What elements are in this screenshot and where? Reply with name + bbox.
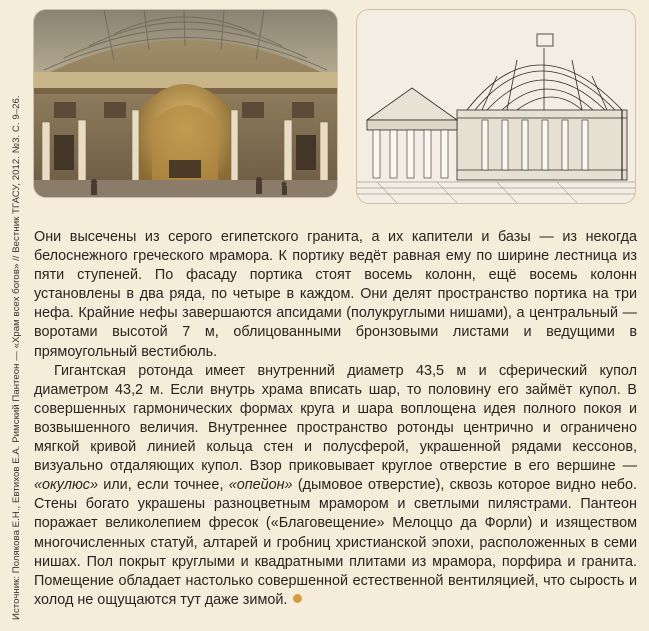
paragraph-1: Они высечены из серого египетского гранита, а их капители и базы — из некогда белоснежного греческого мрамора. К портику ведёт равная ему по ширине лестница из пяти ступеней. По фасаду портика стоят восемь колонн, ещё восемь колонн установлены в два ряда, по четыре в каждом. Они делят пространство портика на три нефа. Крайние нефы завершаются апсидами (полукруглыми нишами), а центральный — воротами высотой 7 м, облицованными бронзовыми листами и ведущими в прямоугольный вестибюль. <box>34 229 637 360</box>
paragraph-2 <box>34 362 637 610</box>
paragraph-2-part-1: Гигантская ротонда имеет внутренний диаметр 43,5 м и сферический купол диаметром 43,2 м. Если внутрь храма вписать шар, то половину его займёт купол. В совершенных гармонических формах круга и шара воплощена идея полного покоя и возвышенного величия. Внутреннее пространство ротонды центрично и ограничено мягкой кривой линией кольца стен и полусферой, украшенной рядами кессонов, визуально отдаляющих купол. Взор приковывает круглое отверстие в его вершине — <box>34 362 637 475</box>
sidebar <box>0 0 22 631</box>
term-oculus: «окулюс» <box>34 477 98 494</box>
term-opaion: «опейон» <box>228 477 293 494</box>
pantheon-cross-section-engraving <box>357 10 635 203</box>
pantheon-interior-photo <box>34 10 337 197</box>
paragraph-2-part-3: (дымовое отверстие), сквозь которое видно небо. Стены богато украшены разноцветным мрамором и светлыми пилястрами. Пантеон поражает великолепием фресок («Благовещение» Мелоццо да Форли) и изяществом многочисленных статуй, алтарей и гробниц христианской эпохи, расположенных в семи нишах. Пол покрыт круглыми и квадратными плитами из мрамора, порфира и гранита. Помещение обладает настолько совершенной естественной вентиляцией, что сырость и холод не ощущаются тут даже зимой. <box>34 477 637 608</box>
article-text <box>34 228 637 610</box>
end-of-article-mark <box>293 594 302 603</box>
source-note: Источник: Полякова Е.Н., Евтихов Е.А. Римский Пантеон — «Храм всех богов» // Вестник ТГАСУ, 2012. №3. С. 9–26. <box>11 95 22 620</box>
paragraph-2-part-2: или, если точнее, <box>97 477 229 494</box>
